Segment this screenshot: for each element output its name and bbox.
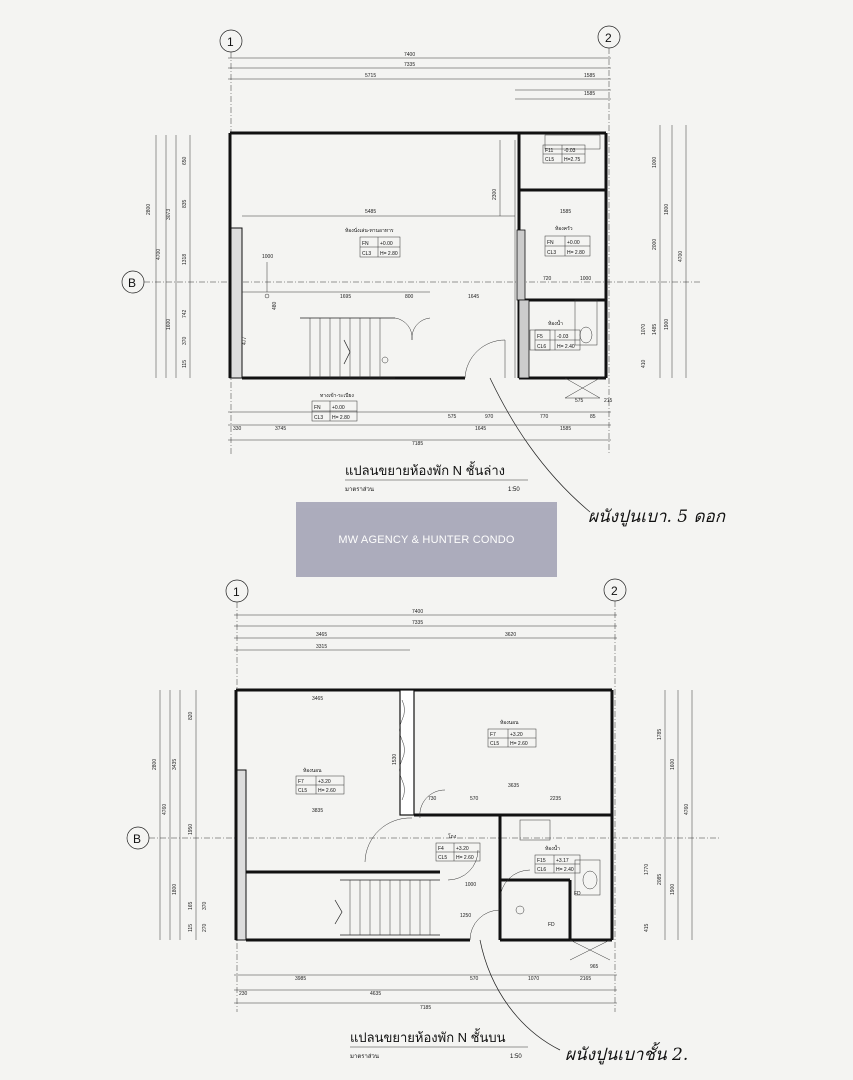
svg-text:H= 2.80: H= 2.80 [567, 250, 585, 256]
svg-text:CL6: CL6 [537, 344, 547, 350]
svg-text:H= 2.40: H= 2.40 [557, 344, 575, 350]
svg-text:โถง: โถง [448, 834, 457, 840]
grid-label-1-lower: 1 [233, 585, 240, 599]
svg-text:CL3: CL3 [547, 250, 557, 256]
stair-upper [300, 318, 395, 378]
svg-text:F7: F7 [298, 779, 304, 785]
svg-text:+0.00: +0.00 [332, 405, 345, 411]
dim-top-inner: 7335 [404, 62, 416, 68]
dim-bottom-1-lower: 3985 [295, 976, 307, 982]
dim-left-2-lower: 3435 [172, 758, 178, 770]
grid-label-2-lower: 2 [611, 584, 618, 598]
svg-text:+3.20: +3.20 [456, 846, 469, 852]
svg-text:H= 2.60: H= 2.60 [456, 855, 474, 861]
svg-text:H= 2.60: H= 2.60 [510, 741, 528, 747]
dim-left-10: 835 [182, 199, 188, 208]
dim-left-10-lower: 820 [188, 711, 194, 720]
door-swing-upper-3 [465, 340, 505, 378]
svg-text:ทางเข้า-ระเบียง: ทางเข้า-ระเบียง [320, 393, 354, 399]
dim-bottom-1: 3745 [275, 426, 287, 432]
svg-text:FN: FN [547, 240, 554, 246]
dim-inner-2: 1585 [560, 209, 572, 215]
dim-bottom-9: 85 [590, 414, 596, 420]
svg-text:ห้องน้ำ: ห้องน้ำ [548, 321, 563, 327]
svg-text:H=2.75: H=2.75 [564, 157, 581, 163]
dim-right-3: 2000 [652, 238, 658, 250]
room-tag-entry [312, 392, 357, 421]
dim-bottom-7: 7185 [412, 441, 424, 447]
dim-right-1: 1000 [652, 156, 658, 168]
dim-bottom-4-lower: 2165 [580, 976, 592, 982]
dim-left-2: 3073 [166, 208, 172, 220]
dim-right-8: 410 [641, 359, 647, 368]
stair-lower [335, 880, 440, 935]
grid-label-1-upper: 1 [227, 35, 234, 49]
dim-inner-2-lower: 1530 [392, 753, 398, 765]
dim-inner-5-lower: 570 [470, 796, 479, 802]
dim-right-4: 4700 [678, 250, 684, 262]
svg-text:CL5: CL5 [490, 741, 500, 747]
dim-left-9: 650 [182, 156, 188, 165]
dim-right-2: 1800 [664, 203, 670, 215]
svg-text:CL5: CL5 [438, 855, 448, 861]
dim-bottom-4: 1645 [475, 426, 487, 432]
dim-top-right: 1585 [584, 73, 596, 79]
dim-bottom-10-lower: 1000 [465, 882, 477, 888]
dim-bottom-6: 1585 [560, 426, 572, 432]
svg-text:ห้องนอน: ห้องนอน [303, 768, 322, 774]
dim-right-7: 1070 [641, 323, 647, 335]
dim-bottom-5-lower: 4635 [370, 991, 382, 997]
svg-text:CL3: CL3 [362, 251, 372, 257]
watermark-text: MW AGENCY & HUNTER CONDO [338, 533, 515, 546]
dim-left-7-lower: 370 [202, 901, 208, 910]
dim-top-inner-lower: 7335 [412, 620, 424, 626]
svg-text:CL6: CL6 [537, 867, 547, 873]
dim-right-1-lower: 1785 [657, 728, 663, 740]
door-swing-lower-5 [470, 910, 500, 940]
svg-text:+3.17: +3.17 [556, 858, 569, 864]
scale-label-upper: มาตราส่วน [345, 487, 374, 493]
room-tag-hall-lower [436, 833, 480, 861]
svg-text:ห้องนอน: ห้องนอน [500, 720, 519, 726]
svg-text:H= 2.80: H= 2.80 [332, 415, 350, 421]
plan-title-upper: แปลนขยายห้องพัก N ชั้นล่าง [345, 463, 506, 478]
dim-bottom-8: 575 [575, 398, 584, 404]
dim-top-total-lower: 7400 [412, 609, 424, 615]
dim-inner-6-lower: 3635 [508, 783, 520, 789]
dim-inner-6: 1645 [468, 294, 480, 300]
lower-plan [127, 579, 720, 1065]
dim-right-6-lower: 1900 [670, 883, 676, 895]
svg-text:F11: F11 [545, 148, 554, 154]
dim-inner-4-lower: 730 [428, 796, 437, 802]
svg-text:FN: FN [314, 405, 321, 411]
dim-right-9: 2300 [492, 188, 498, 200]
scale-value-lower: 1:50 [510, 1054, 522, 1060]
room-tag-kitchen [545, 225, 590, 256]
svg-text:H= 2.80: H= 2.80 [380, 251, 398, 257]
grid-label-b-lower: B [133, 832, 142, 846]
dim-bottom-2: 575 [448, 414, 457, 420]
dim-left-3-lower: 4760 [162, 803, 168, 815]
dim-bottom-3: 970 [485, 414, 494, 420]
svg-text:ห้องนั่งเล่น-ทานอาหาร: ห้องนั่งเล่น-ทานอาหาร [345, 228, 394, 234]
dim-top-left: 5715 [365, 73, 377, 79]
svg-text:F4: F4 [438, 846, 444, 852]
svg-text:F7: F7 [490, 732, 496, 738]
dim-inner-7-lower: 2235 [550, 796, 562, 802]
dim-left-8: 115 [182, 360, 188, 368]
svg-text:CL5: CL5 [545, 157, 555, 163]
dim-left-8-lower: 270 [202, 923, 208, 932]
scale-label-lower: มาตราส่วน [350, 1054, 379, 1060]
svg-text:H= 2.60: H= 2.60 [318, 788, 336, 794]
svg-text:H= 2.40: H= 2.40 [556, 867, 574, 873]
grid-label-b-upper: B [128, 276, 137, 290]
dim-left-3: 4700 [156, 248, 162, 260]
dim-inner-3-lower: 3835 [312, 808, 324, 814]
dim-inner-8: 1000 [580, 276, 592, 282]
door-swing-upper-2 [412, 318, 430, 340]
dim-bottom-8-lower: 965 [590, 964, 599, 970]
door-swing-lower-1 [365, 818, 412, 862]
dim-left-4: 1600 [166, 318, 172, 330]
dim-left-7: 370 [182, 336, 188, 345]
dim-left-6: 742 [182, 309, 188, 318]
dim-left-5-lower: 1800 [172, 883, 178, 895]
svg-text:F15: F15 [537, 858, 546, 864]
room-tag-bedroom-2 [488, 719, 536, 747]
dim-bottom-10: 215 [604, 398, 613, 404]
room-tag-bath-lower [535, 843, 580, 873]
dim-left-5: 1318 [182, 253, 188, 265]
dim-bottom-3-lower: 1070 [528, 976, 540, 982]
room-tag-f11 [543, 145, 585, 163]
svg-text:F5: F5 [537, 334, 543, 340]
grid-label-2-upper: 2 [605, 31, 612, 45]
dim-bottom-2-lower: 570 [470, 976, 479, 982]
dim-inner-5: 800 [405, 294, 414, 300]
dim-inner-1-lower: 3465 [312, 696, 324, 702]
dim-right-5-lower: 2085 [657, 873, 663, 885]
dim-right-6: 1485 [652, 323, 658, 335]
dim-right-4-lower: 1770 [644, 863, 650, 875]
svg-text:+3.20: +3.20 [318, 779, 331, 785]
svg-text:-0.03: -0.03 [557, 334, 569, 340]
svg-text:+0.00: +0.00 [567, 240, 580, 246]
room-tag-bath-upper [535, 318, 580, 350]
handwritten-note-upper: ผนังปูนเบา. 5 ดอก [588, 507, 726, 527]
dim-inner-1: 5485 [365, 209, 377, 215]
dim-left-11: 477 [242, 336, 248, 345]
dim-top-right-lower: 3620 [505, 632, 517, 638]
dim-bottom-6-lower: 7185 [420, 1005, 432, 1011]
svg-text:+0.00: +0.00 [380, 241, 393, 247]
scale-value-upper: 1:50 [508, 487, 520, 493]
plan-title-lower: แปลนขยายห้องพัก N ชั้นบน [350, 1030, 506, 1045]
dim-left-4-lower: 1950 [188, 823, 194, 835]
fd-label-1: FD [548, 922, 555, 928]
svg-text:+3.20: +3.20 [510, 732, 523, 738]
svg-text:ห้องครัว: ห้องครัว [555, 226, 573, 232]
dim-inner-7: 720 [543, 276, 552, 282]
dim-inner-3: 1000 [262, 254, 274, 260]
dim-right-2-lower: 1600 [670, 758, 676, 770]
dim-right-7-lower: 415 [644, 923, 650, 932]
dim-top-total: 7400 [404, 52, 416, 58]
svg-text:CL5: CL5 [298, 788, 308, 794]
room-tag-bedroom-1 [296, 767, 344, 794]
door-swing-lower-4 [500, 870, 530, 900]
svg-text:FN: FN [362, 241, 369, 247]
svg-text:ห้องน้ำ: ห้องน้ำ [545, 846, 560, 852]
dim-right-5: 1900 [664, 318, 670, 330]
dim-top-left-lower: 3465 [316, 632, 328, 638]
handwritten-note-lower: ผนังปูนเบาชั้น 2. [565, 1045, 689, 1065]
dim-inner-4: 1695 [340, 294, 352, 300]
svg-text:CL3: CL3 [314, 415, 324, 421]
dim-left-9-lower: 115 [188, 924, 194, 932]
dim-left-12: 480 [272, 301, 278, 310]
dim-top-left-2-lower: 3315 [316, 644, 328, 650]
svg-text:-0.03: -0.03 [564, 148, 576, 154]
dim-bottom-11: 330 [233, 426, 242, 432]
dim-right-3-lower: 4760 [684, 803, 690, 815]
dim-bottom-5: 770 [540, 414, 549, 420]
dim-top-right-2: 1585 [584, 91, 596, 97]
dim-left-1-lower: 2800 [152, 758, 158, 770]
watermark-banner [296, 502, 557, 577]
dim-bottom-9-lower: 1250 [460, 913, 472, 919]
upper-plan [122, 26, 726, 527]
door-swing-upper-1 [395, 318, 412, 340]
dim-bottom-7-lower: 230 [239, 991, 248, 997]
dim-left-1: 2800 [146, 203, 152, 215]
room-tag-living [345, 227, 400, 257]
fd-label-2: FD [574, 891, 581, 897]
dim-left-6-lower: 165 [188, 901, 194, 910]
